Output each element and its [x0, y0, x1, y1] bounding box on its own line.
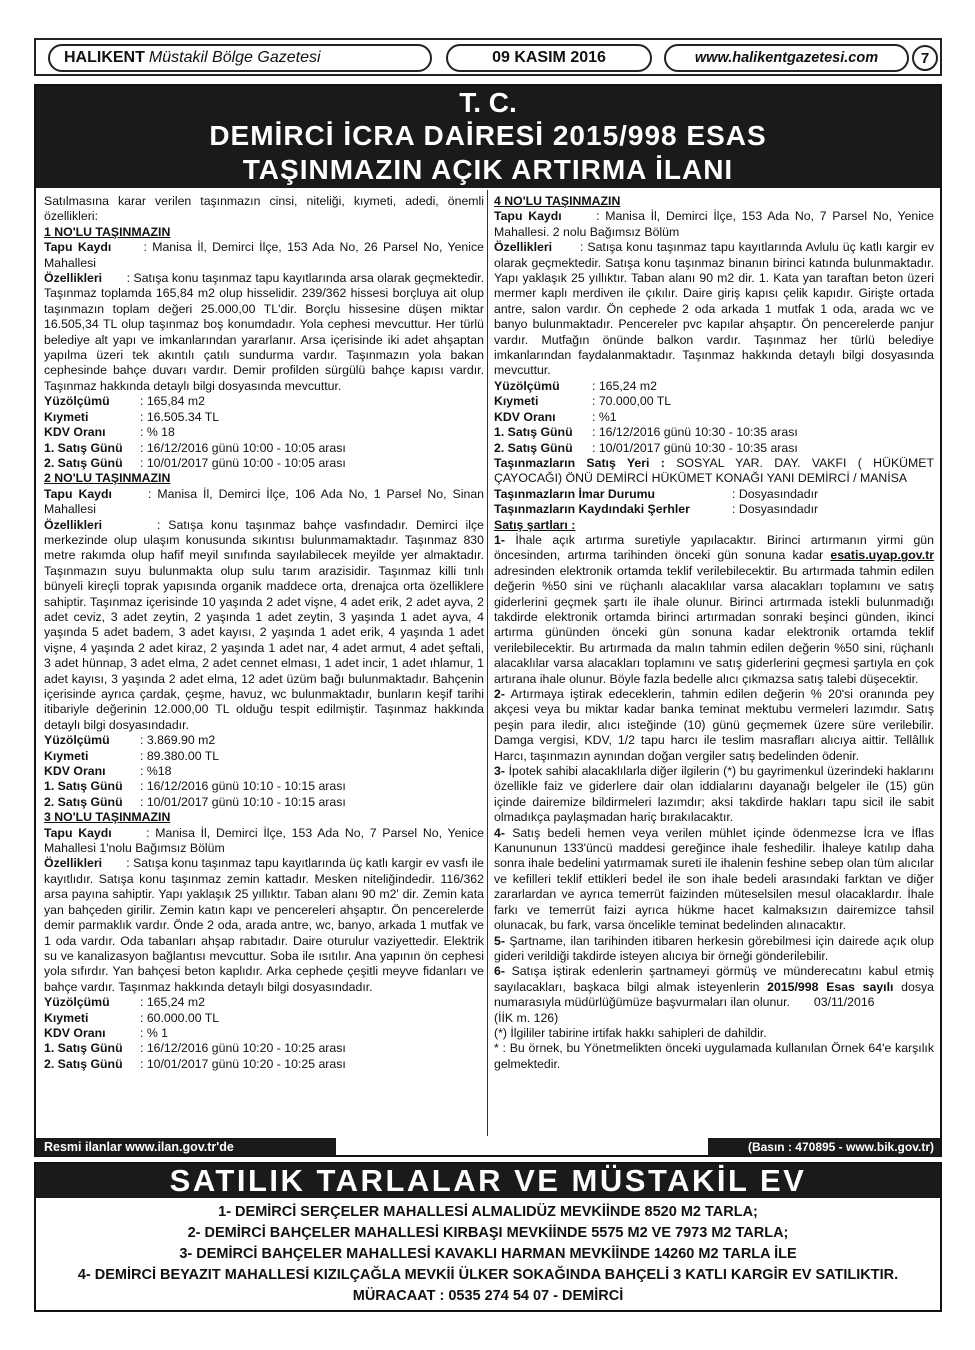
property-2-area: Yüzölçümü : 3.869.90 m2: [44, 733, 216, 748]
right-column: [494, 194, 934, 1072]
property-1-heading: 1 NO'LU TAŞINMAZIN: [44, 224, 171, 239]
property-1-sale-1: 1. Satış Günü : 16/12/2016 günü 10:00 - 10:05 arası: [44, 440, 346, 455]
ad-title: SATILIK TARLALAR VE MÜSTAKİL EV: [36, 1164, 940, 1198]
zoning-status: Taşınmazların İmar Durumu : Dosyasındadır: [494, 486, 819, 501]
property-3-area: Yüzölçümü : 165,24 m2: [44, 995, 205, 1010]
condition-5: 5- Şartname, ilan tarihinden itibaren herkesin görebilmesi için dairede açık olup gideri verildiği takdirde isteyen alıcıya bir örneği gönderilebilir.: [494, 933, 934, 963]
property-2-sale-2: 2. Satış Günü : 10/01/2017 günü 10:10 - 10:15 arası: [44, 794, 346, 809]
property-3-value: Kıymeti : 60.000.00 TL: [44, 1010, 220, 1025]
official-notices-footer: Resmi ilanlar www.ilan.gov.tr'de: [36, 1138, 336, 1156]
website-url[interactable]: www.halikentgazetesi.com: [664, 44, 909, 72]
property-4-value: Kıymeti : 70.000,00 TL: [494, 394, 672, 409]
auction-notice: [34, 84, 942, 1157]
property-3-tapu: Tapu Kaydı : Manisa İl, Demirci İlçe, 153 Ada No, 7 Parsel No, Yenice Mahallesi 1'nolu Bağımsız Bölüm: [44, 825, 484, 856]
property-2-tapu: Tapu Kaydı : Manisa İl, Demirci İlçe, 106 Ada No, 1 Parsel No, Sinan Mahallesi: [44, 486, 484, 517]
property-4-sale-1: 1. Satış Günü : 16/12/2016 günü 10:30 - 10:35 arası: [494, 425, 798, 440]
property-2-heading: 2 NO'LU TAŞINMAZIN: [44, 471, 171, 486]
property-3-sale-2: 2. Satış Günü : 10/01/2017 günü 10:20 - 10:25 arası: [44, 1056, 346, 1071]
notice-title-line-3: TAŞINMAZIN AÇIK ARTIRMA İLANI: [242, 154, 734, 185]
footnote-1: (*) İlgililer tabirine irtifak hakkı sahipleri de dahildir.: [494, 1025, 767, 1040]
footnote-2: * : Bu örnek, bu Yönetmelikten önceki uygulamada kullanılan Örnek 64'e karşılık gelmektedir.: [494, 1041, 934, 1071]
newspaper-header: [34, 38, 942, 76]
property-2-kdv: KDV Oranı : %18: [44, 764, 172, 779]
property-2-value: Kıymeti : 89.380.00 TL: [44, 748, 220, 763]
property-1-kdv: KDV Oranı : % 18: [44, 425, 175, 440]
land-sale-ad: [34, 1162, 942, 1312]
property-4-sale-2: 2. Satış Günü : 10/01/2017 günü 10:30 - 10:35 arası: [494, 440, 798, 455]
notice-date: 03/11/2016: [813, 995, 875, 1010]
property-1-tapu: Tapu Kaydı : Manisa İl, Demirci İlçe, 153 Ada No, 26 Parsel No, Yenice Mahallesi: [44, 240, 484, 270]
property-3-kdv: KDV Oranı : % 1: [44, 1025, 169, 1040]
condition-1: 1- İhale açık artırma suretiyle yapılacaktır. Birinci artırmanın yirmi gün öncesinden, artırma tarihinden önceki gün sonuna kadar esatis.uyap.gov.tr adresinden elektronik ortamda teklif verilebilecektir. Bu artırmada tahmin edilen değerin %50 sini ve rüçhanlı alacaklılar varsa alacakları toplamını ve satış giderlerini geçmek şartı ile ihale olunur. Birinci artırmada istekli bulunmadığı takdirde elektronik ortamda birinci artırmadan sonraki beşinci günden, ikinci artırma gününden önceki gün sonuna kadar elektronik ortamda teklif verilebilecektir. Bu artırmada da malın tahmin edilen değerin %50 sini, rüçhanlı alacaklılar varsa alacakları toplamını ve satış giderlerini geçmesi şartıyla en çok artırana ihale olunur. Böyle fazla bedelle alıcı çıkmazsa satış talebi düşecektir.: [494, 532, 935, 686]
ad-line-2: 2- DEMİRCİ BAHÇELER MAHALLESİ KIRBAŞI MEVKİİNDE 5575 M2 VE 7973 M2 TARLA;: [187, 1225, 789, 1241]
issue-date: 09 KASIM 2016: [446, 44, 652, 72]
ad-line-1: 1- DEMİRCİ SERÇELER MAHALLESİ ALMALIDÜZ MEVKİİNDE 8520 M2 TARLA;: [218, 1204, 758, 1220]
law-reference: (İİK m. 126): [494, 1010, 559, 1025]
property-1-area: Yüzölçümü : 165,84 m2: [44, 394, 205, 409]
notice-title-line-1: T. C.: [459, 87, 517, 118]
conditions-heading: Satış şartları :: [494, 517, 576, 532]
property-3-features: Özellikleri : Satışa konu taşınmaz tapu kayıtlarında üç katlı kargir ev vasfı ile kayıtlıdır. Satışa konu taşınmaz zemin kattadır. Mesken niteliğindedir. 116/362 arsa payına sahiptir. Yapı yaklaşık 25 yıllıktır. Taban alanı 90 m2' dir. Zemin kata yan bahçeden girilir. Zemin katın kapı ve pencereleri ahşaptır. Ön pencerelerde demir parmaklık vardır. Önde 2 oda, arada antre, wc, banyo, arkada 1 mutfak ve 1 oda vardır. Oda tabanları ahşap rabıtadır. Daire oturulur vaziyettedir. Elektrik su ve kanalizasyon bağlantısı mevcuttur. Soba ile ısıtılır. Ana yapının ön cephesi yola sıfırdır. Yan bahçesi beton kaplıdır. Arka cephede çeşitli meyve fidanları ve bahçe vardır. Taşınmaz hakkında detaylı bilgi dosyasındadır.: [44, 856, 485, 994]
property-4-area: Yüzölçümü : 165,24 m2: [494, 378, 657, 393]
ad-line-4: 4- DEMİRCİ BEYAZIT MAHALLESİ KIZILÇAĞLA MEVKİİ ÜLKER SOKAĞINDA BAHÇELİ 3 KATLI KARGİR EV SATILIKTIR.: [77, 1267, 899, 1283]
ad-line-3: 3- DEMİRCİ BAHÇELER MAHALLESİ KAVAKLI HARMAN MEVKİİNDE 14260 M2 TARLA İLE: [179, 1246, 797, 1262]
ad-contact: MÜRACAAT : 0535 274 54 07 - DEMİRCİ: [352, 1288, 624, 1304]
condition-3: 3- İpotek sahibi alacaklılarla diğer ilgilerin (*) bu gayrimenkul üzerindeki haklarını özellikle faiz ve giderlere dair olan iddialarını dayanağı belgeler ile (15) gün içinde dairemize bildirmeleri lazımdır; aksi takdirde hakları tapu sicil ile sabit olmadıkça paylaşmadan hariç bırakılacaktır.: [494, 764, 934, 825]
property-4-kdv: KDV Oranı : %1: [494, 409, 617, 424]
condition-4: 4- Satış bedeli hemen veya verilen mühlet içinde ödenmezse İcra ve İflas Kanununun 133'üncü maddesi gereğince ihale feshedilir. İhaleye katılıp daha sonra ihale bedelini yatırmamak sureti ile ihalenin feshine sebep olan tüm alıcılar ve kefilleri teklif ettikleri bedel ile son ihale bedeli arasındaki farktan ve diğer zararlardan ve ayrıca temerrüt faizinden müteselsilen mesul olacaklardır. İhale farkı ve temerrüt faizi ayrıca hükme hacet kalmaksızın dairemizce tahsil olunacak, bu fark, varsa öncelikle teminat bedelinden alınacaktır.: [494, 825, 934, 933]
property-4-features: Özellikleri : Satışa konu taşınmaz tapu kayıtlarında Avlulu üç katlı kargir ev olarak geçmektedir. Satışa konu taşınmaz binanın birinci katında bulunmaktadır. Yapı yaklaşık 25 yıllıktır. Taban alanı 90 m2 dir. 1. Kata yan taraftan beton üzeri mermer kaplı merdiven ile çıkılır. Daire giriş kapısı çelik kapıdır. Girişte ortada antre, salon vardır. Ön cephede 2 oda arkada 1 mutfak 1 oda, arada wc ve banyo bulunmaktadır. Pencereler pvc kapılar ahşaptır. Ön pencerelerde panjur vardır. Mutfağın önünde balkon vardır. Taşınmaz her türlü belediye imkanlarından faydalanmaktadır. Taşınmaz hakkında detaylı bilgi dosyasında mevcuttur.: [494, 240, 934, 378]
property-1-value: Kıymeti : 16.505.34 TL: [44, 409, 220, 424]
esatis-link[interactable]: esatis.uyap.gov.tr: [830, 548, 935, 563]
property-3-sale-1: 1. Satış Günü : 16/12/2016 günü 10:20 - 10:25 arası: [44, 1041, 346, 1056]
property-4-tapu: Tapu Kaydı : Manisa İl, Demirci İlçe, 153 Ada No, 7 Parsel No, Yenice Mahallesi. 2 nolu Bağımsız Bölüm: [494, 209, 934, 239]
intro-text: Satılmasına karar verilen taşınmazın cinsi, niteliği, kıymeti, adedi, önemli özellikleri:: [44, 194, 484, 224]
paper-name: HALIKENT: [64, 49, 145, 66]
newspaper-name: [48, 44, 432, 72]
property-3-heading: 3 NO'LU TAŞINMAZIN: [44, 810, 171, 825]
paper-subtitle: Müstakil Bölge Gazetesi: [148, 49, 321, 66]
property-2-features: Özellikleri : Satışa konu taşınmaz bahçe vasfındadır. Demirci ilçe merkezinde olup ulaşım konusunda sıkıntısı bulunmamaktadır. Taşınmaz 830 metre rakımda olup hafif meyil sınıfında sayılabilecek meyilde yer almaktadır. Taşınmazın suyu bulunmakta olup sulu tarım arazisidir. Taşınmaz killi tınlı bünyeli kireçli toprak yapısında organik maddece orta, drenajca orta özelliklere sahiptir. Taşınmaz içerisinde 10 yaşında 2 adet vişne, 4 adet erik, 2 adet ayva, 2 adet ceviz, 3 adet zeytin, 2 yaşında 1 adet zeytin, 3 yaşında 1 adet ayva, 4 yaşında 5 adet badem, 3 adet kayısı, 2 yaşında 1 adet erik, 4 yaşında 1 adet vişne, 4 yaşında 2 adet kiraz, 2 yaşında 1 adet nar, 4 adet armut, 4 adet şeftali, 3 adet hünnap, 3 adet elma, 2 adet cennet elması, 1 adet incir, 1 adet ıhlamur, 1 adet kayısı, 3 yaşında 2 adet elma, 12 adet üzüm bağı bulunmaktadır. Bahçenin içerisinde ayrıca çardak, çeşme, havuz, wc bulunmaktadır, bunların keşif tarihi itibariyle değerinin 12.000,00 TL olduğu tespit edilmiştir. Taşınmaz hakkında detaylı bilgi dosyasındadır.: [44, 517, 485, 732]
notice-title-line-2: DEMİRCİ İCRA DAİRESİ 2015/998 ESAS: [209, 120, 767, 151]
property-2-sale-1: 1. Satış Günü : 16/12/2016 günü 10:10 - 10:15 arası: [44, 779, 346, 794]
condition-6: 6- Satışa iştirak edenlerin şartnameyi görmüş ve münderecatını kabul etmiş sayılacakları, başkaca bilgi almak isteyenlerin 2015/998 Esas sayılı dosya numarasıyla müdürlüğümüze başvurmaları ilan olunur. 03/11/2016: [494, 964, 934, 1010]
property-1-features: Özellikleri : Satışa konu taşınmaz tapu kayıtlarında arsa olarak geçmektedir. Taşınmaz toplamda 165,84 m2 olup hisselidir. 239/362 hissesi borçluya ait olup taşınmazın toplam değeri 25.000,00 TL'dir. Borçlu hissesine düşen miktar 16.505,34 TL olup taşınmaz boş konumdadır. Yola cephesi mevcuttur. Her türlü belediye alt yapı ve imkanlarından yararlanır. Arsa içerisinde iki adet ahşaptan yapılma üzeri tek akıntılı çatılı sundurma vardır. Taşınmazın yola bakan cephesinde bahçe duvarı vardır. Demir profilden sürgülü bahçe kapısı vardır. Taşınmaz hakkında detaylı bilgi dosyasında mevcuttur.: [44, 271, 484, 393]
page-number: 7: [912, 45, 938, 71]
condition-2: 2- Artırmaya iştirak edeceklerin, tahmin edilen değerin % 20'si oranında pey akçesi veya bu miktar kadar banka teminat mektubu vermeleri lazımdır. Satış peşin para iledir, alıcı isteğinde (10) günü geçmemek üzere süre verilebilir. Damga vergisi, KDV, 1/2 tapu harcı ile teslim masrafları alıcıya aittir. Tellâllık Harcı, taşınmazın aynından doğan vergiler satış bedelinden ödenir.: [494, 687, 935, 763]
left-column: [44, 194, 484, 1072]
notice-title: [36, 86, 940, 188]
property-1-sale-2: 2. Satış Günü : 10/01/2017 günü 10:00 - 10:05 arası: [44, 455, 346, 470]
sale-place: Taşınmazların Satış Yeri : SOSYAL YAR. DAY. VAKFI ( HÜKÜMET ÇAYOCAĞI) ÖNÜ DEMİRCİ HÜKÜMET KONAĞI YANI DEMİRCİ / MANİSA: [494, 455, 934, 486]
column-divider: [487, 190, 488, 1136]
property-4-heading: 4 NO'LU TAŞINMAZIN: [494, 194, 621, 208]
registry-annotations: Taşınmazların Kaydındaki Şerhler : Dosyasındadır: [494, 502, 819, 517]
press-code-footer: (Basın : 470895 - www.bik.gov.tr): [708, 1138, 940, 1156]
